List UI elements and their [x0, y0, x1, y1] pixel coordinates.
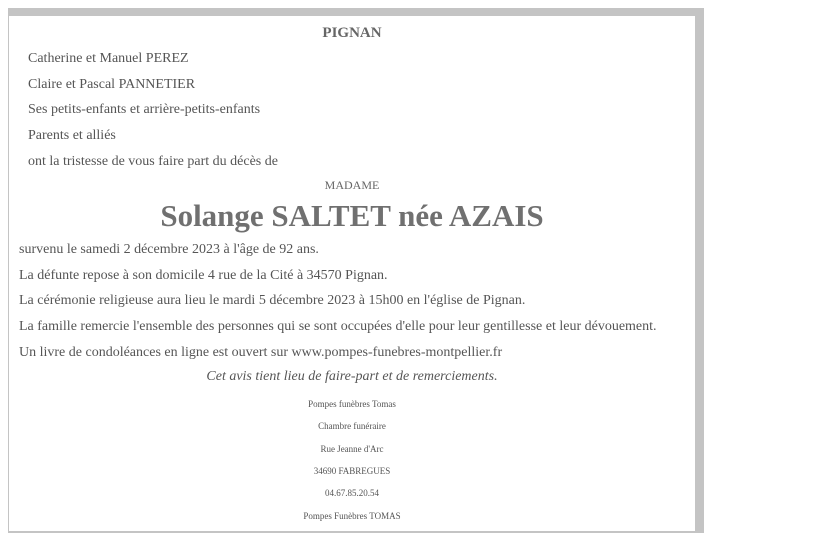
notice-page: [9, 16, 695, 531]
funeral-home-street: Rue Jeanne d'Arc: [320, 444, 384, 454]
detail-line: La cérémonie religieuse aura lieu le mardi 5 décembre 2023 à 15h00 en l'église de Pignan.: [19, 293, 526, 308]
detail-line: La défunte repose à son domicile 4 rue de la Cité à 34570 Pignan.: [19, 268, 388, 283]
announcement-line: ont la tristesse de vous faire part du décès de: [28, 154, 278, 169]
honorific: MADAME: [324, 178, 380, 192]
family-line: Catherine et Manuel PEREZ: [28, 51, 189, 66]
detail-line: survenu le samedi 2 décembre 2023 à l'âge de 92 ans.: [19, 242, 319, 257]
condolence-link-line: Un livre de condoléances en ligne est ouvert sur www.pompes-funebres-montpellier.fr: [19, 345, 503, 360]
family-line: Claire et Pascal PANNETIER: [28, 77, 196, 92]
funeral-home-name: Pompes funèbres Tomas: [308, 399, 396, 409]
funeral-home-phone: 04.67.85.20.54: [325, 488, 379, 498]
funeral-home-signature: Pompes Funèbres TOMAS: [303, 511, 401, 521]
town-heading: PIGNAN: [322, 25, 382, 41]
funeral-home-city: 34690 FABREGUES: [313, 466, 391, 476]
funeral-home-room: Chambre funéraire: [318, 421, 386, 431]
family-line: Ses petits-enfants et arrière-petits-enfants: [28, 102, 261, 117]
family-line: Parents et alliés: [28, 128, 116, 143]
detail-line: La famille remercie l'ensemble des personnes qui se sont occupées d'elle pour leur gentillesse et leur dévouement.: [19, 319, 657, 334]
note-line: Cet avis tient lieu de faire-part et de remerciements.: [206, 369, 498, 384]
deceased-name: Solange SALTET née AZAIS: [160, 198, 544, 233]
